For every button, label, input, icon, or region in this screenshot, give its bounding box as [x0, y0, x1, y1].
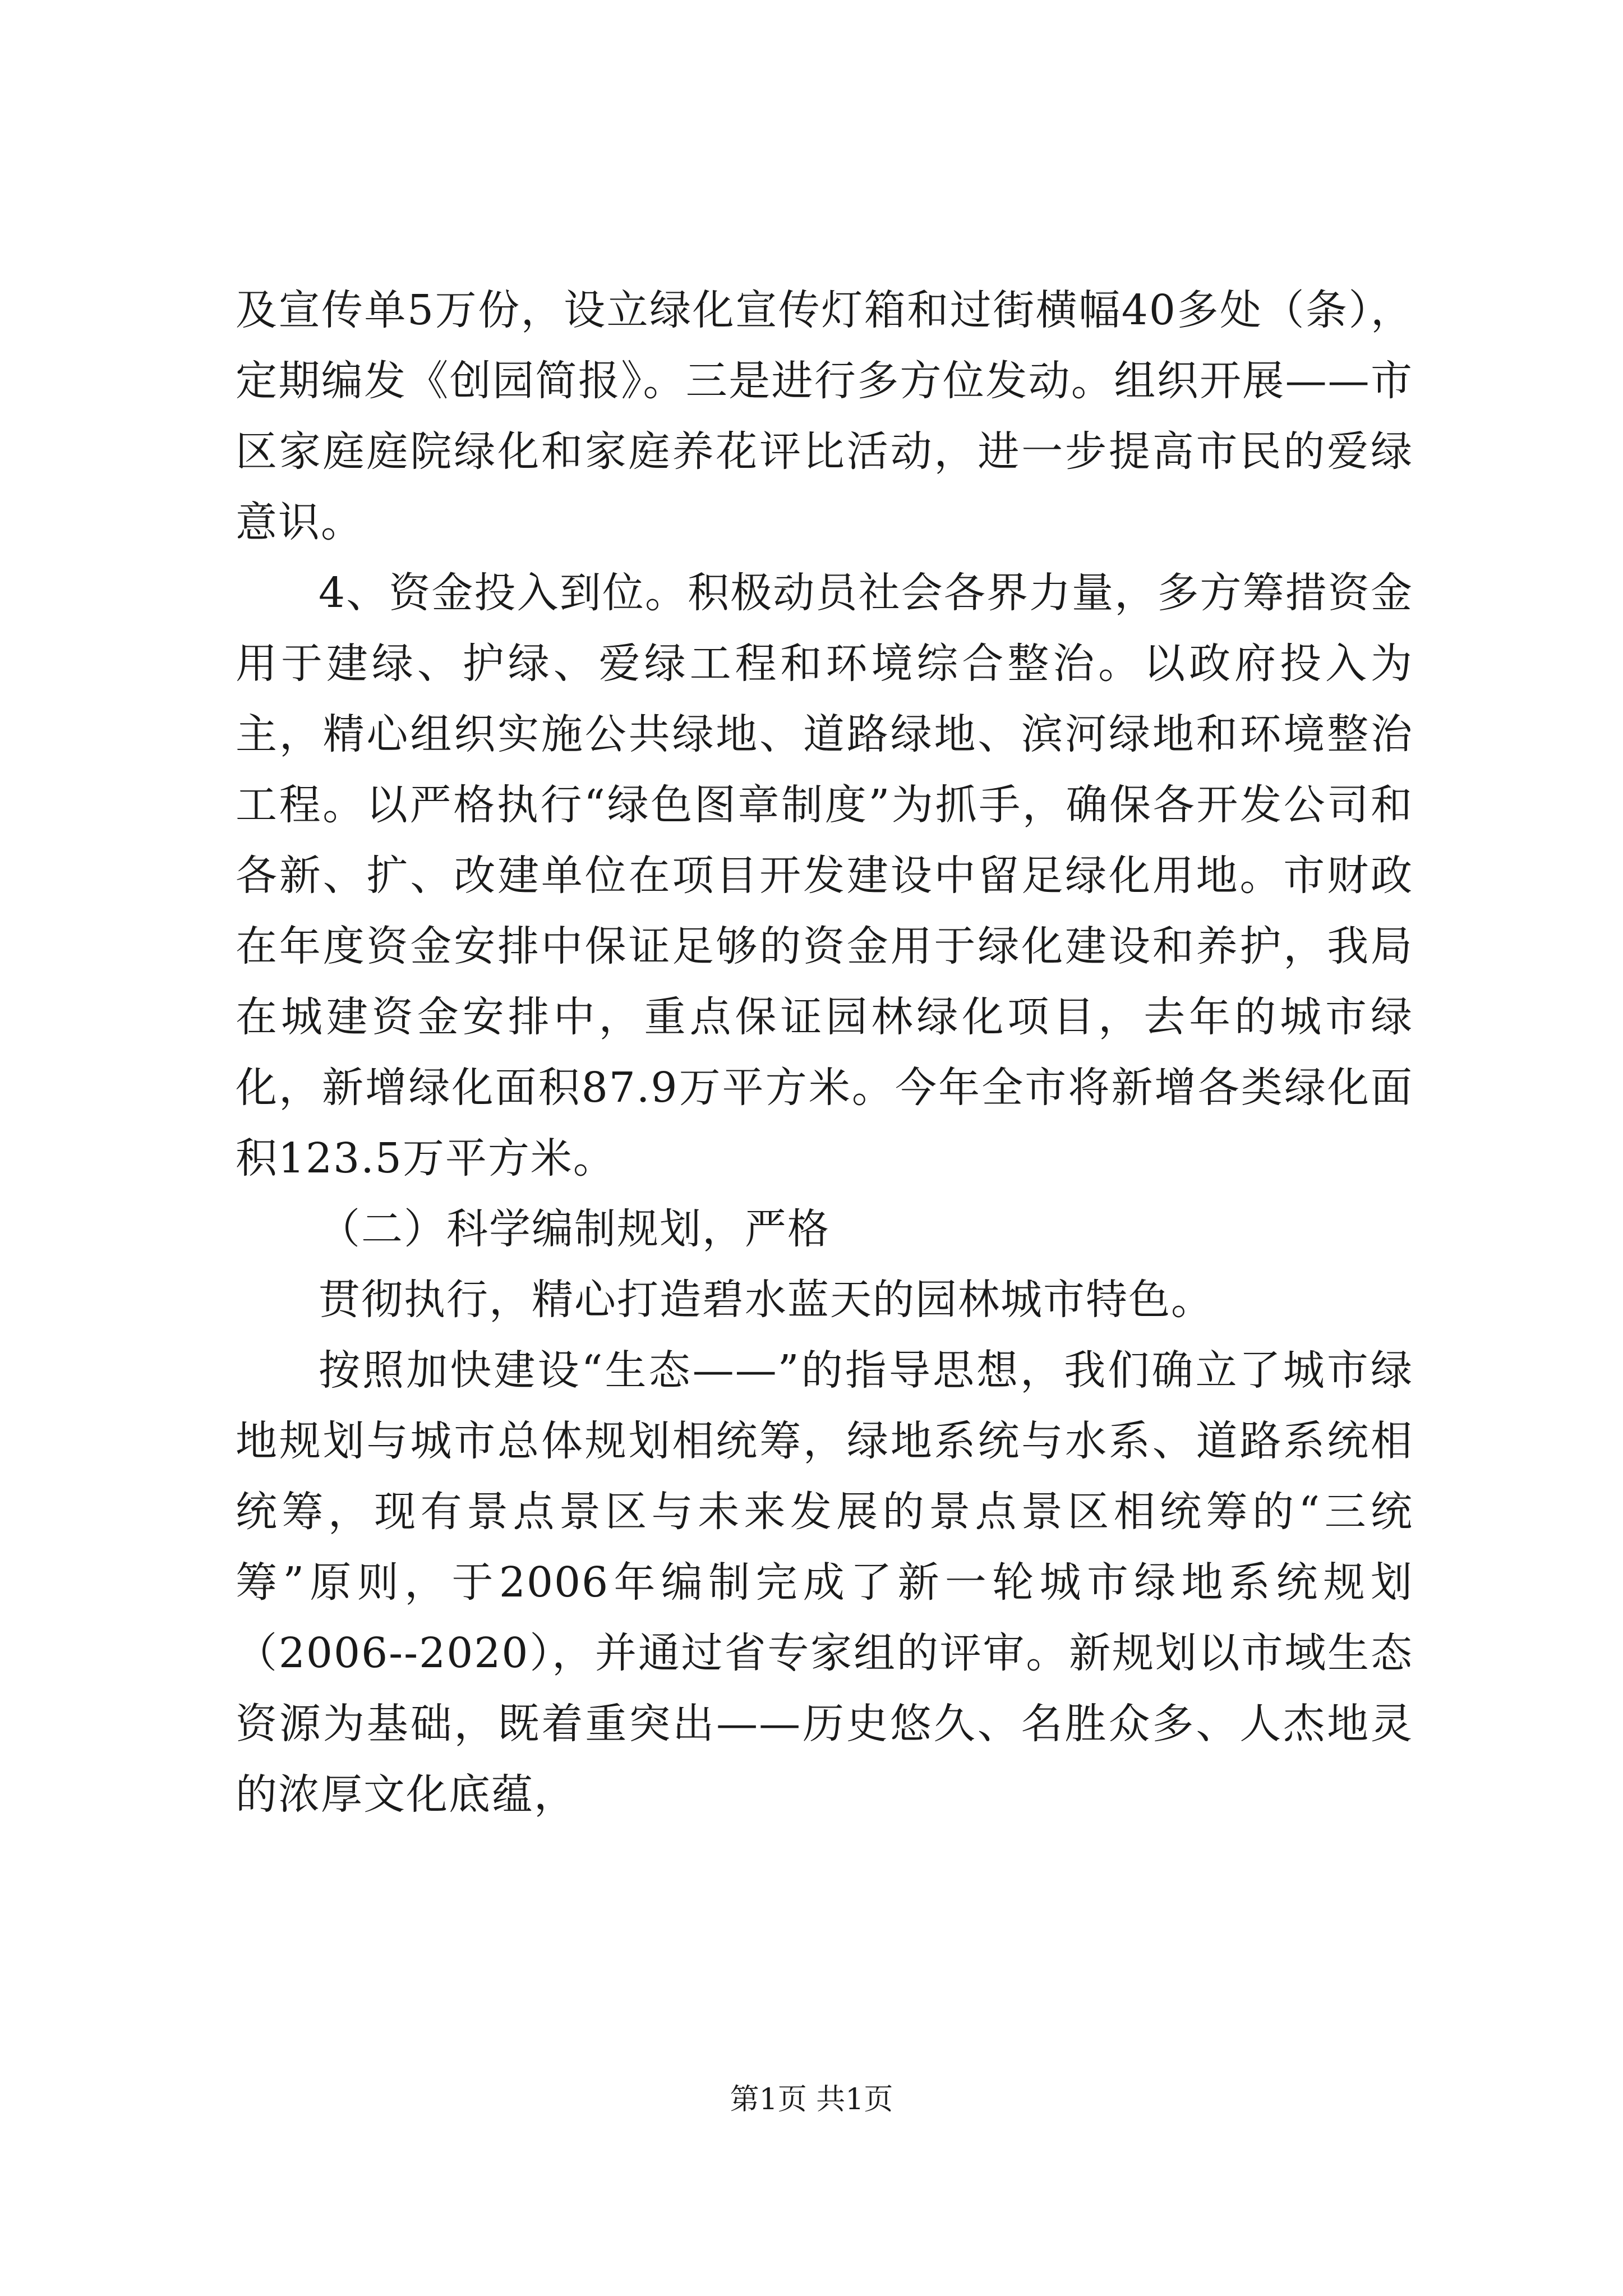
document-body [236, 275, 1413, 1830]
paragraph-5: 按照加快建设“生态——”的指导思想，我们确立了城市绿地规划与城市总体规划相统筹，绿地系统与水系、道路系统相统筹，现有景点景区与未来发展的景点景区相统筹的“三统筹”原则，于2006年编制完成了新一轮城市绿地系统规划（2006--2020），并通过省专家组的评审。新规划以市域生态资源为基础，既着重突出——历史悠久、名胜众多、人杰地灵的浓厚文化底蕴， [236, 1346, 1413, 1819]
page-footer: 第1页 共1页 [730, 2083, 893, 2116]
paragraph-2: 4、资金投入到位。积极动员社会各界力量，多方筹措资金用于建绿、护绿、爱绿工程和环境综合整治。以政府投入为主，精心组织实施公共绿地、道路绿地、滨河绿地和环境整治工程。以严格执行“绿色图章制度”为抓手，确保各开发公司和各新、扩、改建单位在项目开发建设中留足绿化用地。市财政在年度资金安排中保证足够的资金用于绿化建设和养护，我局在城建资金安排中，重点保证园林绿化项目，去年的城市绿化，新增绿化面积87.9万平方米。今年全市将新增各类绿化面积123.5万平方米。 [236, 569, 1413, 1182]
paragraph-4: 贯彻执行，精心打造碧水蓝天的园林城市特色。 [319, 1276, 1214, 1324]
paragraph-1: 及宣传单5万份，设立绿化宣传灯箱和过街横幅40多处（条），定期编发《创园简报》。三是进行多方位发动。组织开展——市区家庭庭院绿化和家庭养花评比活动，进一步提高市民的爱绿意识。 [236, 286, 1413, 546]
paragraph-3-heading: （二）科学编制规划，严格 [319, 1205, 830, 1253]
